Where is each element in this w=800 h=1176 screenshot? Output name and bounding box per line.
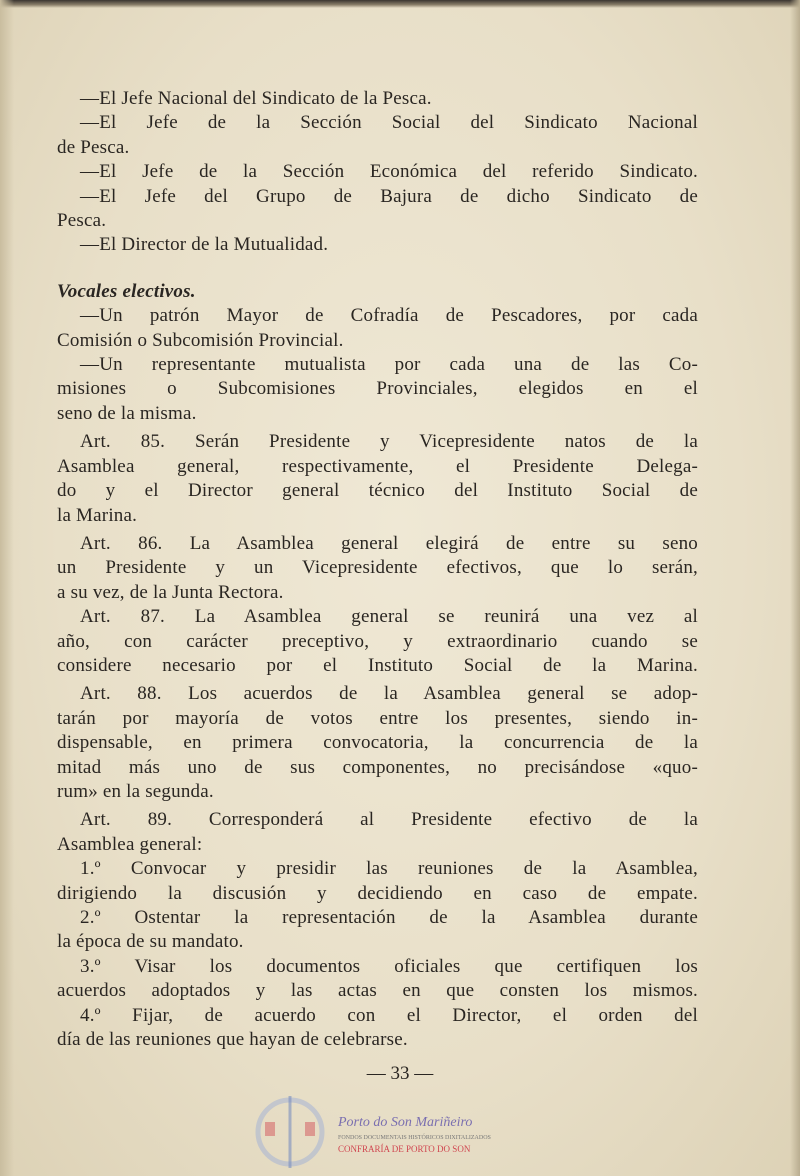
- text-line: considere necesario por el Instituto Social de la Marina.: [57, 654, 698, 676]
- lifebuoy-stripe: [305, 1122, 315, 1136]
- page-number: — 33 —: [366, 1063, 434, 1084]
- text-line: 1.º Convocar y presidir las reuniones de la Asamblea,: [80, 858, 698, 880]
- text-line: rum» en la segunda.: [57, 780, 214, 802]
- text-line: Art. 86. La Asamblea general elegirá de entre su seno: [80, 532, 698, 554]
- lifebuoy-stripe: [265, 1122, 275, 1136]
- text-line: Art. 85. Serán Presidente y Vicepresidente natos de la: [80, 431, 698, 453]
- text-line: —Un representante mutualista por cada una de las Co-: [80, 354, 698, 376]
- text-line: —El Director de la Mutualidad.: [80, 234, 329, 256]
- text-line: día de las reuniones que hayan de celebrarse.: [57, 1029, 408, 1051]
- text-line: de Pesca.: [57, 136, 130, 158]
- text-line: acuerdos adoptados y las actas en que consten los mismos.: [57, 980, 698, 1002]
- watermark-org: CONFRARÍA DE PORTO DO SON: [338, 1144, 471, 1154]
- page-edge-top: [0, 0, 800, 8]
- text-line: do y el Director general técnico del Instituto Social de: [57, 480, 698, 502]
- section-heading: Vocales electivos.: [57, 280, 196, 302]
- text-line: —El Jefe de la Sección Social del Sindicato Nacional: [80, 112, 698, 134]
- text-line: —El Jefe del Grupo de Bajura de dicho Sindicato de: [80, 185, 698, 207]
- text-line: —El Jefe de la Sección Económica del referido Sindicato.: [80, 161, 698, 183]
- text-line: mitad más uno de sus componentes, no precisándose «quo-: [57, 756, 698, 778]
- text-line: Asamblea general, respectivamente, el Presidente Delega-: [57, 455, 698, 477]
- text-line: 3.º Visar los documentos oficiales que certifiquen los: [80, 955, 698, 977]
- page-edge-right: [790, 0, 800, 1176]
- text-line: Art. 87. La Asamblea general se reunirá una vez al: [80, 606, 698, 628]
- text-line: a su vez, de la Junta Rectora.: [57, 581, 284, 603]
- watermark-title: Porto do Son Mariñeiro: [338, 1115, 473, 1130]
- text-line: —El Jefe Nacional del Sindicato de la Pesca.: [80, 88, 432, 109]
- text-line: dirigiendo la discusión y decidiendo en caso de empate.: [57, 882, 698, 904]
- text-line: la Marina.: [57, 504, 138, 526]
- text-line: Art. 89. Corresponderá al Presidente efectivo de la: [80, 809, 698, 831]
- page-edge-left: [0, 0, 14, 1176]
- watermark-logo: [250, 1092, 550, 1172]
- text-line: dispensable, en primera convocatoria, la concurrencia de la: [57, 732, 698, 754]
- text-line: un Presidente y un Vicepresidente efectivos, que lo serán,: [57, 557, 698, 579]
- text-line: Pesca.: [57, 210, 107, 232]
- text-line: año, con carácter preceptivo, y extraordinario cuando se: [57, 630, 698, 652]
- text-line: la época de su mandato.: [57, 931, 244, 953]
- text-line: seno de la misma.: [57, 402, 197, 424]
- text-line: Art. 88. Los acuerdos de la Asamblea general se adop-: [80, 683, 698, 705]
- text-line: —Un patrón Mayor de Cofradía de Pescadores, por cada: [80, 305, 698, 327]
- text-line: Asamblea general:: [57, 833, 203, 855]
- text-line: Comisión o Subcomisión Provincial.: [57, 329, 344, 351]
- watermark-subtitle: FONDOS DOCUMENTAIS HISTÓRICOS DIXITALIZADOS: [338, 1135, 491, 1141]
- text-line: tarán por mayoría de votos entre los presentes, siendo in-: [57, 707, 698, 729]
- text-line: 4.º Fijar, de acuerdo con el Director, el orden del: [80, 1004, 698, 1026]
- text-line: 2.º Ostentar la representación de la Asamblea durante: [80, 907, 698, 928]
- body-text: [57, 87, 698, 1052]
- text-line: misiones o Subcomisiones Provinciales, elegidos en el: [57, 378, 698, 400]
- lifebuoy-icon: [258, 1100, 322, 1164]
